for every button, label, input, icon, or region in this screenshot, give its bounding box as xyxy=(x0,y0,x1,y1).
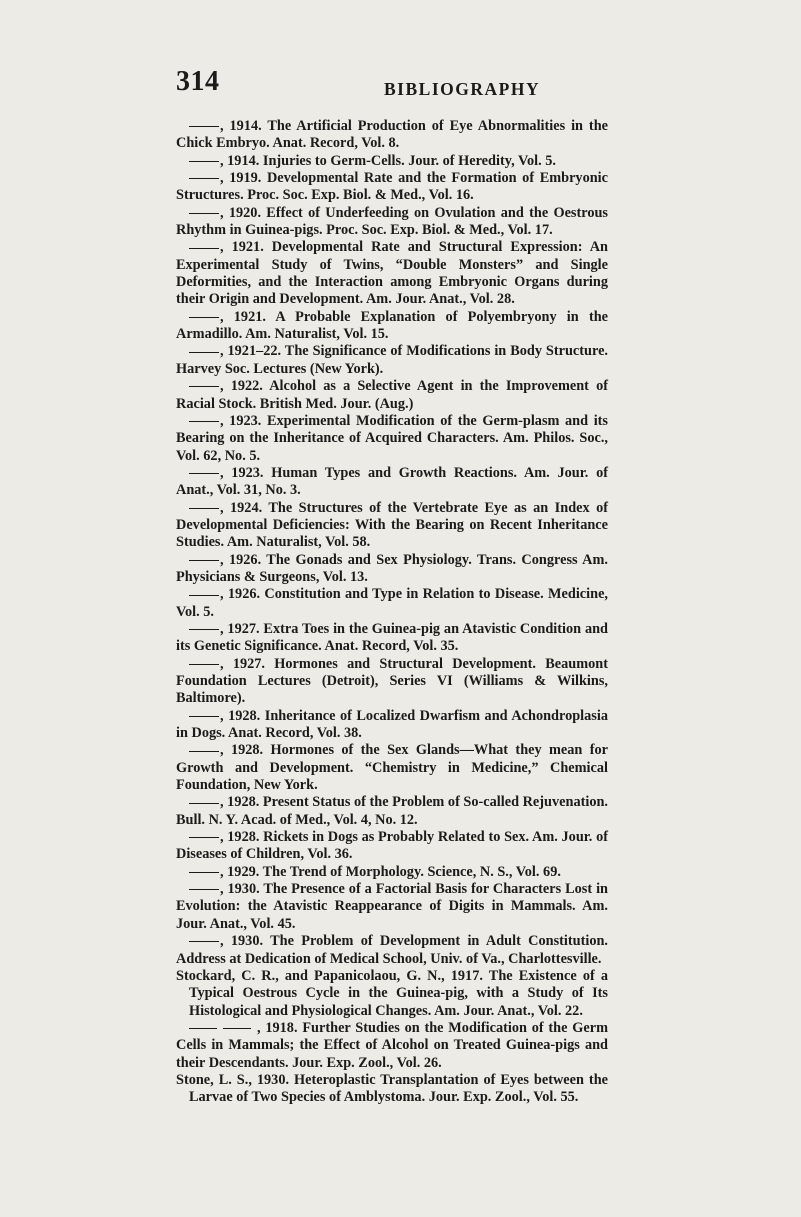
bibliography-entry xyxy=(176,742,608,794)
page-header xyxy=(0,66,801,106)
bibliography-entry xyxy=(176,1072,608,1107)
entry-text: , 1930. The Problem of Development in Adult Constitution. Address at Dedication of Medical School, Univ. of Va., Charlottesville. xyxy=(176,933,608,967)
ditto-dash xyxy=(189,751,219,752)
ditto-dash xyxy=(189,178,219,179)
ditto-dash xyxy=(189,161,219,162)
ditto-dash xyxy=(189,872,219,873)
ditto-dash xyxy=(189,473,219,474)
bibliography-entry xyxy=(176,621,608,656)
entry-text: , 1923. Human Types and Growth Reactions. Am. Jour. of Anat., Vol. 31, No. 3. xyxy=(176,464,608,499)
entry-text: , 1914. Injuries to Germ-Cells. Jour. of Heredity, Vol. 5. xyxy=(220,152,556,169)
entry-text: , 1921. A Probable Explanation of Polyembryony in the Armadillo. Am. Naturalist, Vol. 15. xyxy=(176,308,608,343)
entry-text: , 1926. Constitution and Type in Relation to Disease. Medicine, Vol. 5. xyxy=(176,586,608,620)
bibliography-entry xyxy=(176,552,608,587)
ditto-dash xyxy=(189,213,219,214)
entry-text: , 1928. Inheritance of Localized Dwarfism and Achondroplasia in Dogs. Anat. Record, Vol. 38. xyxy=(176,707,608,742)
ditto-dash xyxy=(189,837,219,838)
ditto-dash xyxy=(189,803,219,804)
bibliography-entry xyxy=(176,465,608,500)
bibliography-entry xyxy=(176,881,608,933)
ditto-dash xyxy=(189,317,219,318)
ditto-dash xyxy=(189,664,219,665)
bibliography-entry xyxy=(176,1020,608,1072)
entry-text: , 1921–22. The Significance of Modifications in Body Structure. Harvey Soc. Lectures (New York). xyxy=(176,343,608,377)
ditto-dash xyxy=(189,716,219,717)
ditto-dash xyxy=(189,889,219,890)
bibliography-entry xyxy=(176,968,608,1020)
bibliography-entry xyxy=(176,708,608,743)
bibliography-entry xyxy=(176,586,608,621)
ditto-dash xyxy=(189,126,219,127)
bibliography-entry xyxy=(176,413,608,465)
bibliography-entry xyxy=(176,170,608,205)
page-number: 314 xyxy=(176,66,220,97)
bibliography-entry xyxy=(176,205,608,240)
entry-text: , 1928. Hormones of the Sex Glands—What they mean for Growth and Development. “Chemistry in Medicine,” Chemical Foundation, New York. xyxy=(176,742,608,794)
bibliography-entry xyxy=(176,656,608,708)
ditto-dash xyxy=(189,595,219,596)
entry-text: , 1929. The Trend of Morphology. Science, N. S., Vol. 69. xyxy=(220,863,561,880)
ditto-dash xyxy=(189,508,219,509)
bibliography-entry xyxy=(176,864,608,881)
entry-text: Stone, L. S., 1930. Heteroplastic Transplantation of Eyes between the Larvae of Two Species of Amblystoma. Jour. Exp. Zool., Vol. 55. xyxy=(176,1071,608,1106)
running-head: BIBLIOGRAPHY xyxy=(384,79,541,99)
bibliography-list xyxy=(176,118,608,1107)
bibliography-entry xyxy=(176,118,608,153)
entry-text: , 1920. Effect of Underfeeding on Ovulation and the Oestrous Rhythm in Guinea-pigs. Proc. Soc. Exp. Biol. & Med., Vol. 17. xyxy=(176,204,608,239)
entry-text: , 1924. The Structures of the Vertebrate Eye as an Index of Developmental Deficiencies: With the Bearing on Recent Inheritance Studies. Am. Naturalist, Vol. 58. xyxy=(176,499,608,551)
entry-text: , 1927. Extra Toes in the Guinea-pig an Atavistic Condition and its Genetic Significance. Anat. Record, Vol. 35. xyxy=(176,620,608,655)
bibliography-entry xyxy=(176,933,608,968)
entry-text: , 1926. The Gonads and Sex Physiology. Trans. Congress Am. Physicians & Surgeons, Vol. 13. xyxy=(176,551,608,585)
entry-text: , 1922. Alcohol as a Selective Agent in the Improvement of Racial Stock. British Med. Jour. (Aug.) xyxy=(176,378,608,412)
ditto-dash xyxy=(189,1028,217,1029)
entry-text: , 1923. Experimental Modification of the Germ-plasm and its Bearing on the Inheritance of Acquired Characters. Am. Philos. Soc., Vol. 62, No. 5. xyxy=(176,412,608,464)
bibliography-entry xyxy=(176,153,608,170)
ditto-dash xyxy=(189,248,219,249)
entry-text: Stockard, C. R., and Papanicolaou, G. N., 1917. The Existence of a Typical Oestrous Cycle in the Guinea-pig, with a Study of Its Histological and Physiological Changes. Am. Jour. Anat., Vol. 22. xyxy=(176,967,608,1019)
entry-text: , 1927. Hormones and Structural Development. Beaumont Foundation Lectures (Detroit), Series VI (Williams & Wilkins, Baltimore). xyxy=(176,655,608,707)
bibliography-entry xyxy=(176,829,608,864)
ditto-dash xyxy=(189,352,219,353)
ditto-dash xyxy=(189,386,219,387)
ditto-dash xyxy=(223,1028,251,1029)
bibliography-entry xyxy=(176,378,608,413)
entry-text: , 1919. Developmental Rate and the Formation of Embryonic Structures. Proc. Soc. Exp. Biol. & Med., Vol. 16. xyxy=(176,170,608,204)
ditto-dash xyxy=(189,629,219,630)
entry-text: , 1918. Further Studies on the Modification of the Germ Cells in Mammals; the Effect of Alcohol on Treated Guinea-pigs and their Descendants. Jour. Exp. Zool., Vol. 26. xyxy=(176,1019,608,1071)
ditto-dash xyxy=(189,941,219,942)
entry-text: , 1930. The Presence of a Factorial Basis for Characters Lost in Evolution: the Atavistic Reappearance of Digits in Mammals. Am. Jour. Anat., Vol. 45. xyxy=(176,881,608,932)
entry-text: , 1928. Present Status of the Problem of So-called Rejuvenation. Bull. N. Y. Acad. of Med., Vol. 4, No. 12. xyxy=(176,794,608,828)
entry-text: , 1928. Rickets in Dogs as Probably Related to Sex. Am. Jour. of Diseases of Children, Vol. 36. xyxy=(176,829,608,863)
ditto-dash xyxy=(189,560,219,561)
bibliography-entry xyxy=(176,309,608,344)
bibliography-entry xyxy=(176,239,608,308)
bibliography-entry xyxy=(176,343,608,378)
bibliography-entry xyxy=(176,794,608,829)
bibliography-entry xyxy=(176,500,608,552)
entry-text: , 1914. The Artificial Production of Eye Abnormalities in the Chick Embryo. Anat. Record, Vol. 8. xyxy=(176,118,608,152)
ditto-dash xyxy=(189,421,219,422)
entry-text: , 1921. Developmental Rate and Structural Expression: An Experimental Study of Twins, “Double Monsters” and Single Deformities, and the Interaction among Embryonic Organs during their Origin and Development. Am. Jour. Anat., Vol. 28. xyxy=(176,239,608,308)
